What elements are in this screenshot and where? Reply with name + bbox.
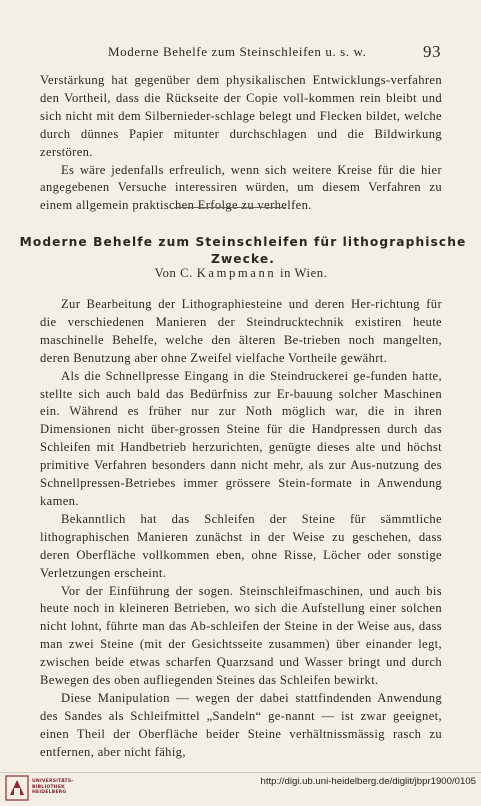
page-number: 93 — [423, 42, 441, 61]
paragraph: Diese Manipulation — wegen der dabei stattfindenden Anwendung des Sandes als Schleifmittel „Sandeln“ ge-nannt — ist zwar geeignet, einen Theil der Oberfläche beider Steine verhältnissmässig rasch zu entfernen, aber nicht fähig, — [40, 690, 442, 759]
article-title: Moderne Behelfe zum Steinschleifen für lithographische Zwecke. — [19, 235, 467, 266]
paragraph: Bekanntlich hat das Schleifen der Steine für sämmtliche lithographischen Manieren zunächst in der Weise zu geschehen, dass deren Oberfläche vollkommen eben, ohne Risse, Löcher oder sonstige Verletzungen erscheint. — [40, 511, 442, 580]
library-logo — [5, 775, 75, 801]
article-body — [40, 296, 442, 762]
page-header — [40, 42, 441, 62]
author-suffix: in Wien. — [280, 266, 328, 280]
previous-article-ending — [40, 72, 442, 215]
paragraph: Zur Bearbeitung der Lithographiesteine und deren Her-richtung für die verschiedenen Manieren der Steindrucktechnik existiren heute maschinelle Behelfe, welche den älteren Be-trieben noch mangelten, deren Benutzung aber ohne Zweifel vielfache Vortheile gewährt. — [40, 297, 442, 365]
paragraph: Vor der Einführung der sogen. Steinschleifmaschinen, und auch bis heute noch in kleineren Betrieben, wo sich die Aufstellung einer solchen nicht lohnt, führte man das Ab-schleifen der Steine in der Weise aus, dass man zwei Steine (mit der Gesichtsseite zusammen) über einander legt, zwischen beide etwas scharfen Quarzsand und Wasser bringt und durch Bewegen des oben aufliegenden Steines das Schleifen bewirkt. — [40, 583, 442, 688]
section-divider — [174, 207, 286, 208]
library-seal-icon — [5, 775, 29, 801]
author-name: Kampmann — [196, 266, 277, 280]
paragraph: Es wäre jedenfalls erfreulich, wenn sich weitere Kreise für die hier angegebenen Versuche interessiren würden, um diesem Verfahren zu einem allgemein praktischen Erfolge zu verhelfen. — [40, 162, 442, 213]
footer-divider — [0, 772, 481, 773]
author-prefix: Von C. — [154, 266, 193, 280]
paragraph: Verstärkung hat gegenüber dem physikalischen Entwicklungs-verfahren den Vortheil, dass die Rückseite der Copie voll-kommen rein bleibt und sich nicht mit dem Silbernieder-schlage belegt und Flecken bildet, welche durch dünnes Papier mitunter durchschlagen und die Bildwirkung zerstören. — [40, 73, 442, 159]
article-author — [40, 266, 442, 281]
paragraph: Als die Schnellpresse Eingang in die Steindruckerei ge-funden hatte, stellte sich auch bald das Bedürfniss zur Er-bauung solcher Maschinen ein. Während es früher nur zur Noth möglich war, die in ihren Dimensionen nicht über-grossen Steine für die Handpressen durch das Schleifen mit Handbetrieb herzurichten, genügte dieses alte und höchst primitive Verfahren besonders dann nicht mehr, als zur Aus-nutzung des Schnellpressen-Betriebes immer grössere Stein-formate in Anwendung kamen. — [40, 368, 442, 508]
running-title: Moderne Behelfe zum Steinschleifen u. s. w. — [108, 44, 367, 59]
library-logo-text: UNIVERSITÄTS-BIBLIOTHEK HEIDELBERG — [32, 779, 74, 795]
permalink-url[interactable]: http://digi.ub.uni-heidelberg.de/diglit/jbpr1900/0105 — [260, 776, 476, 787]
